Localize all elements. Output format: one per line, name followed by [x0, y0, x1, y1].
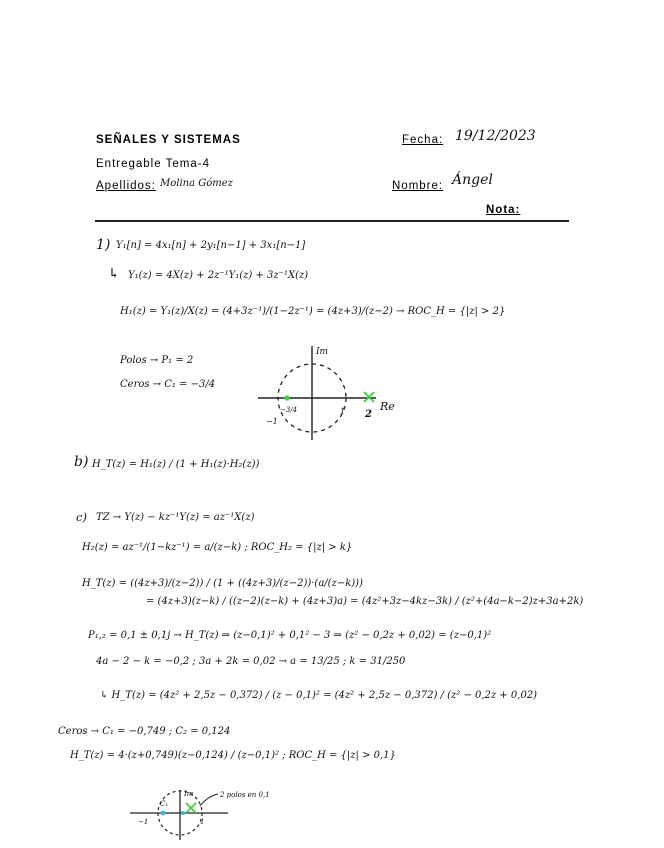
plot1-tick-pos: 1	[340, 407, 346, 416]
plot2-annotation-arrow	[200, 794, 218, 806]
course-title: SEÑALES Y SISTEMAS	[96, 134, 241, 146]
part1-transfer-function: H₁(z) = Y₁(z)/X(z) = (4+3z⁻¹)/(1−2z⁻¹) = (4z+3)/(z−2) → ROC_H = {|z| > 2}	[120, 306, 506, 317]
part1-difference-equation: Y₁[n] = 4x₁[n] + 2y₁[n−1] + 3x₁[n−1]	[116, 240, 306, 251]
nota-label: Nota:	[486, 204, 521, 216]
part1-zeros: Ceros → C₁ = −3/4	[120, 379, 216, 390]
plot2-c1-label: C₁	[160, 800, 169, 808]
part-c-zeros: Ceros → C₁ = −0,749 ; C₂ = 0,124	[58, 726, 231, 737]
nombre-label: Nombre:	[392, 180, 444, 192]
fecha-value: 19/12/2023	[455, 128, 536, 144]
plot1-im-label: Im	[316, 347, 329, 357]
part-c-z-transform: TZ → Y(z) − kz⁻¹Y(z) = az⁻¹X(z)	[96, 512, 255, 523]
part-c-ht-fraction: H_T(z) = ((4z+3)/(z−2)) / (1 + ((4z+3)/(z−2))·(a/(z−k)))	[82, 578, 363, 589]
plot2-im-label: Im	[184, 790, 194, 798]
plot1-pole-label: 2	[365, 409, 372, 420]
plot2-tick-neg: −1	[138, 818, 149, 826]
part-c-ht-expanded: = (4z+3)(z−k) / ((z−2)(z−k) + (4z+3)a) = (4z²+3z−4kz−3k) / (z²+(4a−k−2)z+3a+2k)	[146, 596, 584, 607]
part-c-solve-a-k: 4a − 2 − k = −0,2 ; 3a + 2k = 0,02 → a = 13/25 ; k = 31/250	[96, 656, 406, 667]
nombre-value: Ángel	[452, 172, 493, 188]
plot1-zero-label: −3/4	[280, 406, 298, 414]
part-c-h2: H₂(z) = az⁻¹/(1−kz⁻¹) = a/(z−k) ; ROC_H₂ = {|z| > k}	[82, 542, 353, 553]
plot2-zero-c1-marker	[161, 811, 166, 816]
part-c-label: c)	[76, 510, 87, 524]
plot2-zero-c2-marker	[181, 811, 185, 815]
part1-label: 1)	[96, 237, 111, 253]
part1-z-transform: Y₁(z) = 4X(z) + 2z⁻¹Y₁(z) + 3z⁻¹X(z)	[128, 270, 309, 281]
plot2-tick-pos: 1	[200, 818, 205, 826]
plot2-annotation-note: 2 polos en 0,1	[220, 791, 270, 799]
plot1-re-label: Re	[380, 400, 395, 413]
part1-poles: Polos → P₁ = 2	[120, 355, 194, 366]
apellidos-label: Apellidos:	[96, 180, 156, 192]
part-c-ht-result: ↳ H_T(z) = (4z² + 2,5z − 0,372) / (z − 0,1)² = (4z² + 2,5z − 0,372) / (z² − 0,2z + 0,02)	[100, 690, 538, 701]
part-c-ht-factored: H_T(z) = 4·(z+0,749)(z−0,124) / (z−0,1)² ; ROC_H = {|z| > 0,1}	[70, 750, 396, 761]
part1-arrow: ↳	[108, 266, 120, 282]
plot2-double-pole-marker	[186, 803, 196, 813]
apellidos-value: Molina Gómez	[160, 178, 233, 189]
part-b-equation: H_T(z) = H₁(z) / (1 + H₁(z)·H₂(z))	[92, 459, 260, 470]
part-b-label: b)	[74, 454, 89, 470]
assignment-subtitle: Entregable Tema-4	[96, 158, 210, 170]
plot1-tick-neg: −1	[266, 417, 278, 426]
part-c-poles: P₁,₂ = 0,1 ± 0,1j → H_T(z) ⇒ (z−0,1)² + 0,1² − 3 ⇒ (z² − 0,2z + 0,02) = (z−0,1)²	[88, 630, 492, 641]
fecha-label: Fecha:	[402, 134, 444, 146]
